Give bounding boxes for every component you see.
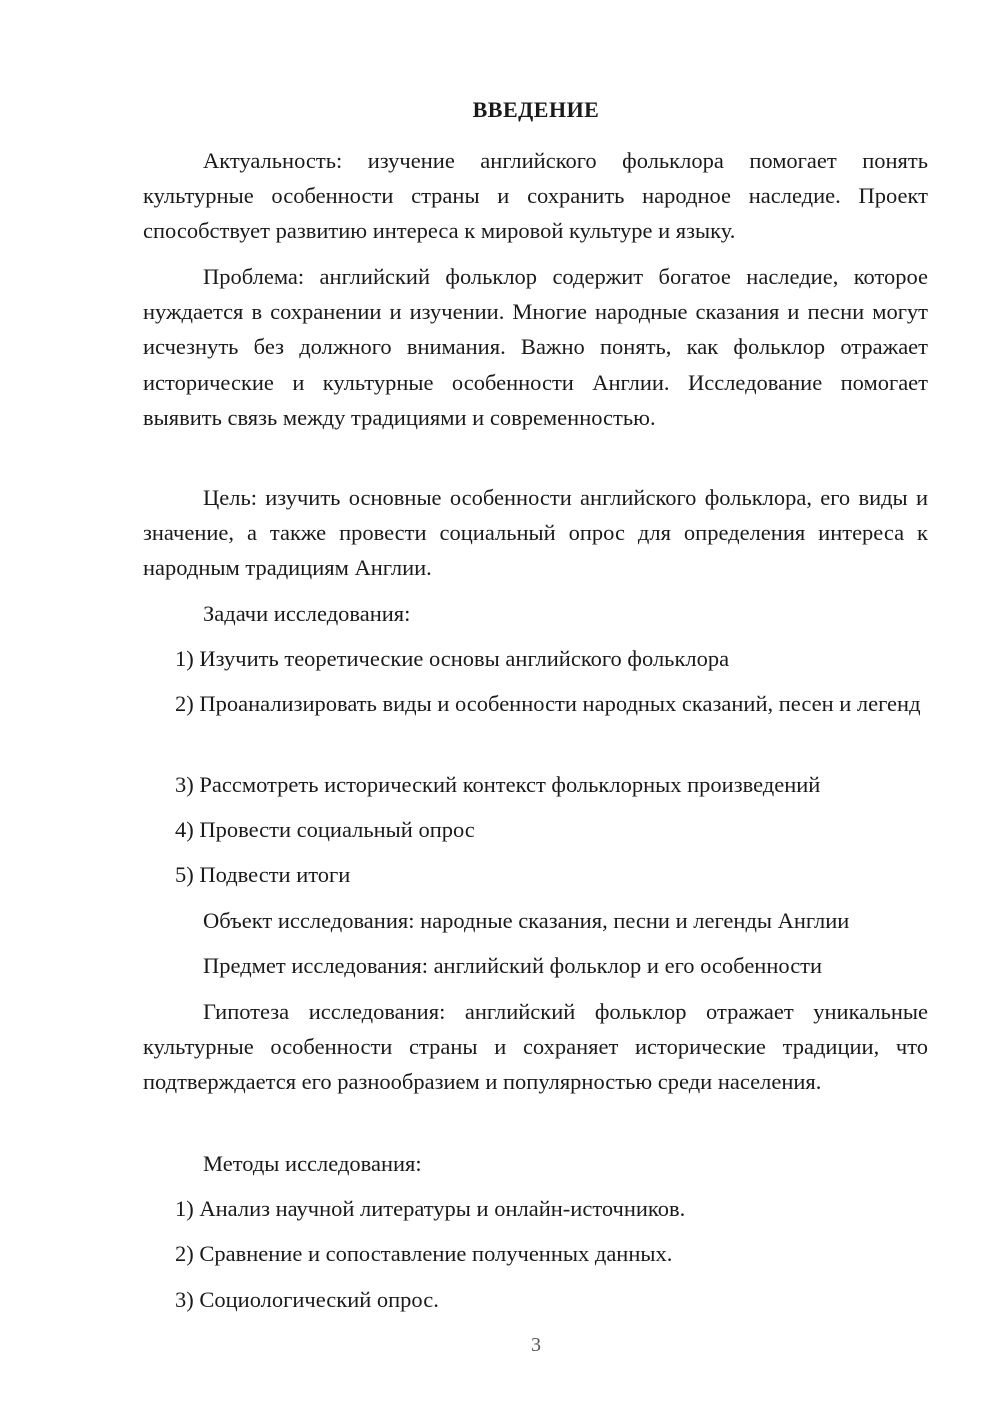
- page-number: 3: [531, 1334, 541, 1356]
- object-paragraph: Объект исследования: народные сказания, песни и легенды Англии: [203, 908, 850, 933]
- relevance-paragraph: Актуальность: изучение английского фольклора помогает понять культурные особенности страны и сохранить народное наследие. Проект способствует развитию интереса к мировой культуре и языку.: [143, 148, 928, 244]
- method-item-3: 3) Социологический опрос.: [175, 1287, 439, 1312]
- method-item-1: 1) Анализ научной литературы и онлайн-источников.: [175, 1196, 686, 1221]
- goal-paragraph: Цель: изучить основные особенности английского фольклора, его виды и значение, а также провести социальный опрос для определения интереса к народным традициям Англии.: [143, 485, 928, 581]
- task-item-4: 4) Провести социальный опрос: [175, 817, 475, 842]
- tasks-heading: Задачи исследования:: [203, 601, 411, 626]
- subject-paragraph: Предмет исследования: английский фольклор и его особенности: [203, 953, 823, 978]
- task-item-2: 2) Проанализировать виды и особенности народных сказаний, песен и легенд: [175, 691, 921, 716]
- method-item-2: 2) Сравнение и сопоставление полученных данных.: [175, 1241, 673, 1266]
- methods-heading: Методы исследования:: [203, 1151, 422, 1176]
- problem-paragraph: Проблема: английский фольклор содержит богатое наследие, которое нуждается в сохранении и изучении. Многие народные сказания и песни могут исчезнуть без должного внимания. Важно понять, как фольклор отражает исторические и культурные особенности Англии. Исследование помогает выявить связь между традициями и современностью.: [143, 264, 928, 430]
- task-item-1: 1) Изучить теоретические основы английского фольклора: [175, 646, 730, 671]
- task-item-3: 3) Рассмотреть исторический контекст фольклорных произведений: [175, 772, 821, 797]
- hypothesis-paragraph: Гипотеза исследования: английский фольклор отражает уникальные культурные особенности страны и сохраняет исторические традиции, что подтверждается его разнообразием и популярностью среди населения.: [143, 999, 928, 1095]
- task-item-5: 5) Подвести итоги: [175, 862, 351, 887]
- section-title: ВВЕДЕНИЕ: [472, 97, 600, 122]
